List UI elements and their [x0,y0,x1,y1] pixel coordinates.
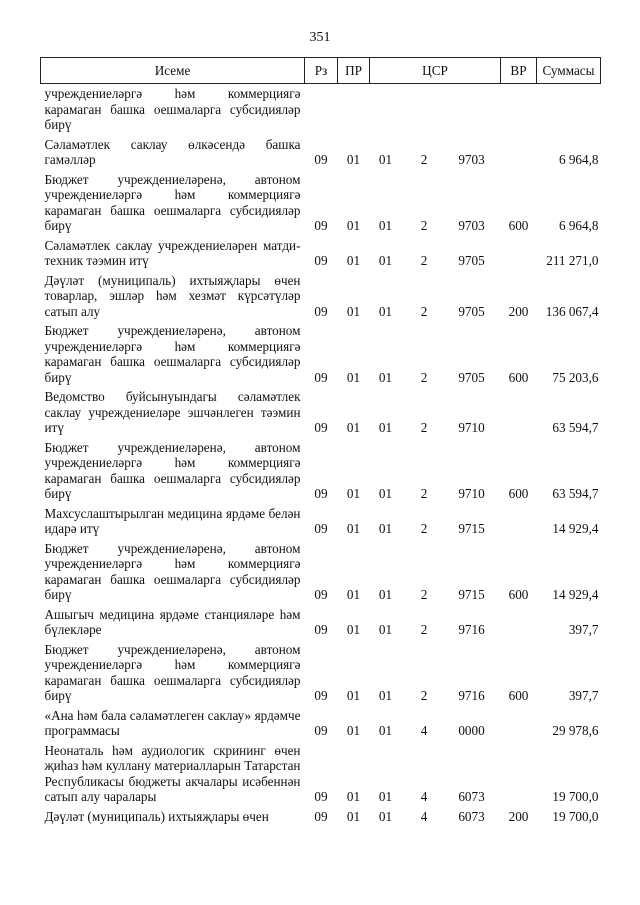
row-sum: 14 929,4 [552,587,599,602]
row-csr-part3: 9715 [458,521,485,536]
row-vr [501,605,537,640]
row-csr-part3: 6073 [458,808,485,824]
row-csr-part1: 01 [378,808,393,824]
table-row [41,807,601,827]
row-pr: 01 [346,723,361,738]
row-csr-part3: 6073 [458,789,485,804]
row-sum: 19 700,0 [552,808,599,824]
table-row [41,271,601,322]
table-row [41,321,601,387]
row-rz: 09 [314,253,328,268]
row-csr [370,135,501,170]
row-vr [501,236,537,271]
row-rz: 09 [314,152,328,167]
row-csr-part3: 9716 [458,622,485,637]
row-sum: 397,7 [568,688,599,703]
row-vr: 600 [508,688,529,703]
row-rz: 09 [314,789,328,804]
header-name: Исеме [41,58,305,84]
row-pr: 01 [346,622,361,637]
row-pr [338,84,370,135]
row-csr [370,438,501,504]
row-sum: 19 700,0 [552,789,599,804]
row-csr-part2: 2 [420,486,428,501]
row-rz: 09 [314,808,328,824]
row-csr-part2: 2 [420,521,428,536]
row-csr [370,321,501,387]
table-row [41,640,601,706]
page-number: 351 [309,30,331,45]
row-sum: 29 978,6 [552,723,599,738]
row-csr-part1: 01 [378,486,393,501]
row-rz: 09 [314,303,328,319]
row-vr [501,504,537,539]
table-row [41,438,601,504]
row-csr-part2: 4 [420,808,428,824]
row-csr-part2: 2 [420,688,428,703]
row-sum: 211 271,0 [546,253,599,268]
row-vr: 200 [508,303,529,319]
row-rz: 09 [314,420,328,435]
row-pr: 01 [346,587,361,602]
row-pr: 01 [346,688,361,703]
row-csr-part3: 9710 [458,486,485,501]
header-pr: ПР [338,58,370,84]
row-csr-part1: 01 [378,253,393,268]
row-name: Бюджет учреждениеләренә, автоном учреждениеләргә һәм коммерциягә карамаган башка оешмаларга субсидияләр бирү [44,439,301,501]
table-row [41,236,601,271]
header-rz: Рз [305,58,338,84]
row-csr-part2: 2 [420,420,428,435]
row-pr: 01 [346,808,361,824]
row-csr [370,640,501,706]
row-name: Сәламәтлек саклау учреждениеләрен матди-техник тәэмин итү [44,237,301,268]
row-csr-part3: 9705 [458,369,485,385]
table-row [41,170,601,236]
row-csr-part3: 9715 [458,587,485,602]
row-csr [370,504,501,539]
row-csr [370,706,501,741]
row-sum: 136 067,4 [545,303,599,319]
row-csr-part3: 0000 [458,723,485,738]
row-csr [370,741,501,807]
row-sum: 6 964,8 [558,152,599,167]
row-csr [370,236,501,271]
table-row [41,504,601,539]
row-csr-part2: 2 [420,152,428,167]
row-csr-part1: 01 [378,303,393,319]
row-csr [370,84,501,135]
table-row [41,605,601,640]
row-csr-part1: 01 [378,218,393,233]
row-csr [370,387,501,438]
row-rz: 09 [314,521,328,536]
row-sum: 14 929,4 [552,521,599,536]
row-pr: 01 [346,486,361,501]
row-pr: 01 [346,521,361,536]
row-pr: 01 [346,420,361,435]
row-sum [537,84,601,135]
row-csr-part2: 2 [420,253,428,268]
row-name: Дәүләт (муниципаль) ихтыяҗлары өчен [44,808,269,824]
row-rz [305,84,338,135]
row-vr [501,135,537,170]
row-sum: 63 594,7 [552,420,599,435]
row-csr-part2: 2 [420,369,428,385]
row-rz: 09 [314,218,328,233]
table-row [41,706,601,741]
header-vr: ВР [501,58,537,84]
row-csr-part1: 01 [378,622,393,637]
row-csr [370,271,501,322]
row-name: Махсуслаштырылган медицина ярдәме белән идарә итү [44,505,301,536]
row-vr [501,84,537,135]
row-sum: 6 964,8 [558,218,599,233]
row-csr [370,539,501,605]
row-csr-part1: 01 [378,688,393,703]
budget-table [40,57,601,826]
row-name: Сәламәтлек саклау өлкәсендә башка гамәлләр [44,136,301,167]
row-name: Ведомство буйсынуындагы сәламәтлек саклау учреждениеләре эшчәнлеген тәэмин итү [44,389,301,435]
row-sum: 75 203,6 [552,369,599,385]
row-csr-part1: 01 [378,789,393,804]
row-csr-part2: 4 [420,723,428,738]
table-row [41,135,601,170]
row-vr: 600 [508,486,529,501]
row-vr [501,387,537,438]
row-pr: 01 [346,369,361,385]
row-csr-part3: 9710 [458,420,485,435]
row-csr-part1: 01 [378,152,393,167]
row-sum: 397,7 [568,622,599,637]
row-vr [501,741,537,807]
row-rz: 09 [314,688,328,703]
row-csr-part2: 2 [420,303,428,319]
row-csr-part2: 4 [420,789,428,804]
row-name: Бюджет учреждениеләренә, автоном учреждениеләргә һәм коммерциягә карамаган башка оешмаларга субсидияләр бирү [44,540,301,602]
row-rz: 09 [314,723,328,738]
row-vr: 600 [508,218,529,233]
row-rz: 09 [314,587,328,602]
row-name: Бюджет учреждениеләренә, автоном учреждениеләргә һәм коммерциягә карамаган башка оешмаларга субсидияләр бирү [44,641,301,703]
row-pr: 01 [346,253,361,268]
row-name: учреждениеләргә һәм коммерциягә карамаган башка оешмаларга субсидияләр бирү [44,86,301,132]
row-csr-part3: 9703 [458,152,485,167]
row-pr: 01 [346,218,361,233]
row-name: Бюджет учреждениеләренә, автоном учреждениеләргә һәм коммерциягә карамаган башка оешмаларга субсидияләр бирү [44,171,301,233]
table-row [41,741,601,807]
row-pr: 01 [346,789,361,804]
row-csr-part3: 9716 [458,688,485,703]
row-rz: 09 [314,622,328,637]
row-csr [370,807,501,827]
row-name: «Ана һәм бала сәламәтлеген саклау» ярдәмче программасы [44,707,301,738]
header-csr: ЦСР [370,58,501,84]
row-vr: 600 [508,369,529,385]
table-header [41,58,601,84]
table-body [41,84,601,827]
row-name: Ашыгыч медицина ярдәме станцияләре һәм бүлекләре [44,606,301,637]
row-name: Бюджет учреждениеләренә, автоном учреждениеләргә һәм коммерциягә карамаган башка оешмаларга субсидияләр бирү [44,323,301,385]
row-rz: 09 [314,369,328,385]
row-csr-part1: 01 [378,521,393,536]
row-csr-part3: 9705 [458,303,485,319]
row-csr-part2: 2 [420,622,428,637]
row-csr-part3: 9703 [458,218,485,233]
row-csr-part1: 01 [378,587,393,602]
header-sum: Суммасы [537,58,601,84]
row-sum: 63 594,7 [552,486,599,501]
row-vr: 600 [508,587,529,602]
row-name: Неонаталь һәм аудиологик скрининг өчен җиһаз һәм куллану материалларын Татарстан Республикасы бюджеты акчалары исәбеннән сатып алу чаралары [44,742,301,804]
row-csr [370,605,501,640]
row-pr: 01 [346,303,361,319]
row-vr [501,706,537,741]
row-csr-part3: 9705 [458,253,485,268]
row-csr-part2: 2 [420,218,428,233]
row-vr: 200 [508,808,529,824]
row-pr: 01 [346,152,361,167]
row-csr [370,170,501,236]
row-csr-part1: 01 [378,369,393,385]
table-row [41,539,601,605]
row-csr-part1: 01 [378,420,393,435]
row-csr-part2: 2 [420,587,428,602]
row-rz: 09 [314,486,328,501]
row-name: Дәүләт (муниципаль) ихтыяҗлары өчен товарлар, эшләр һәм хезмәт күрсәтүләр сатып алу [44,272,301,319]
table-row [41,387,601,438]
table-row [41,84,601,135]
row-csr-part1: 01 [378,723,393,738]
